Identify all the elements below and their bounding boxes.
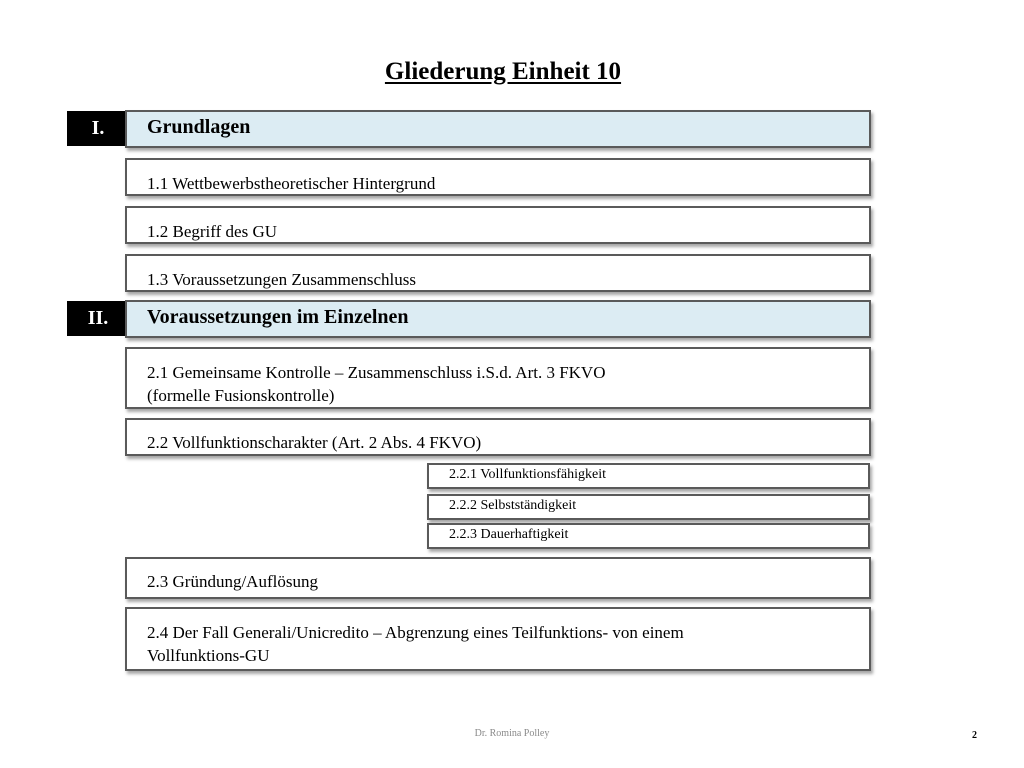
outline-item-text: 1.3 Voraussetzungen Zusammenschluss [147, 270, 416, 289]
section-heading: Grundlagen [147, 116, 251, 138]
section-header-voraussetzungen [125, 300, 871, 338]
outline-item-text-line2: Vollfunktions-GU [147, 646, 270, 665]
outline-item-2-2 [125, 418, 871, 456]
outline-subitem-2-2-2 [427, 494, 870, 520]
outline-item-2-3 [125, 557, 871, 599]
page-title: Gliederung Einheit 10 [384, 58, 622, 85]
outline-subitem-2-2-1 [427, 463, 870, 489]
outline-item-text: 1.2 Begriff des GU [147, 222, 277, 241]
outline-subitem-text: 2.2.3 Dauerhaftigkeit [449, 527, 569, 542]
outline-item-text: 1.1 Wettbewerbstheoretischer Hintergrund [147, 174, 436, 193]
outline-subitem-text: 2.2.1 Vollfunktionsfähigkeit [449, 467, 606, 482]
outline-item-2-1 [125, 347, 871, 409]
section-header-grundlagen [125, 110, 871, 148]
outline-item-2-4 [125, 607, 871, 671]
outline-item-text-line1: 2.4 Der Fall Generali/Unicredito – Abgrenzung eines Teilfunktions- von einem [147, 623, 684, 642]
footer-author: Dr. Romina Polley [474, 728, 550, 739]
outline-item-text-line1: 2.1 Gemeinsame Kontrolle – Zusammenschluss i.S.d. Art. 3 FKVO [147, 363, 606, 382]
section-numeral-2: II. [67, 301, 129, 336]
section-heading: Voraussetzungen im Einzelnen [147, 306, 409, 328]
outline-item-text-line2: (formelle Fusionskontrolle) [147, 386, 335, 405]
outline-item-text: 2.2 Vollfunktionscharakter (Art. 2 Abs. 4 FKVO) [147, 433, 482, 452]
outline-item-1-3 [125, 254, 871, 292]
outline-subitem-text: 2.2.2 Selbstständigkeit [449, 498, 577, 513]
outline-item-1-2 [125, 206, 871, 244]
page-number: 2 [972, 730, 977, 741]
outline-item-1-1 [125, 158, 871, 196]
outline-subitem-2-2-3 [427, 523, 870, 549]
section-numeral-1: I. [67, 111, 129, 146]
outline-item-text: 2.3 Gründung/Auflösung [147, 572, 318, 591]
